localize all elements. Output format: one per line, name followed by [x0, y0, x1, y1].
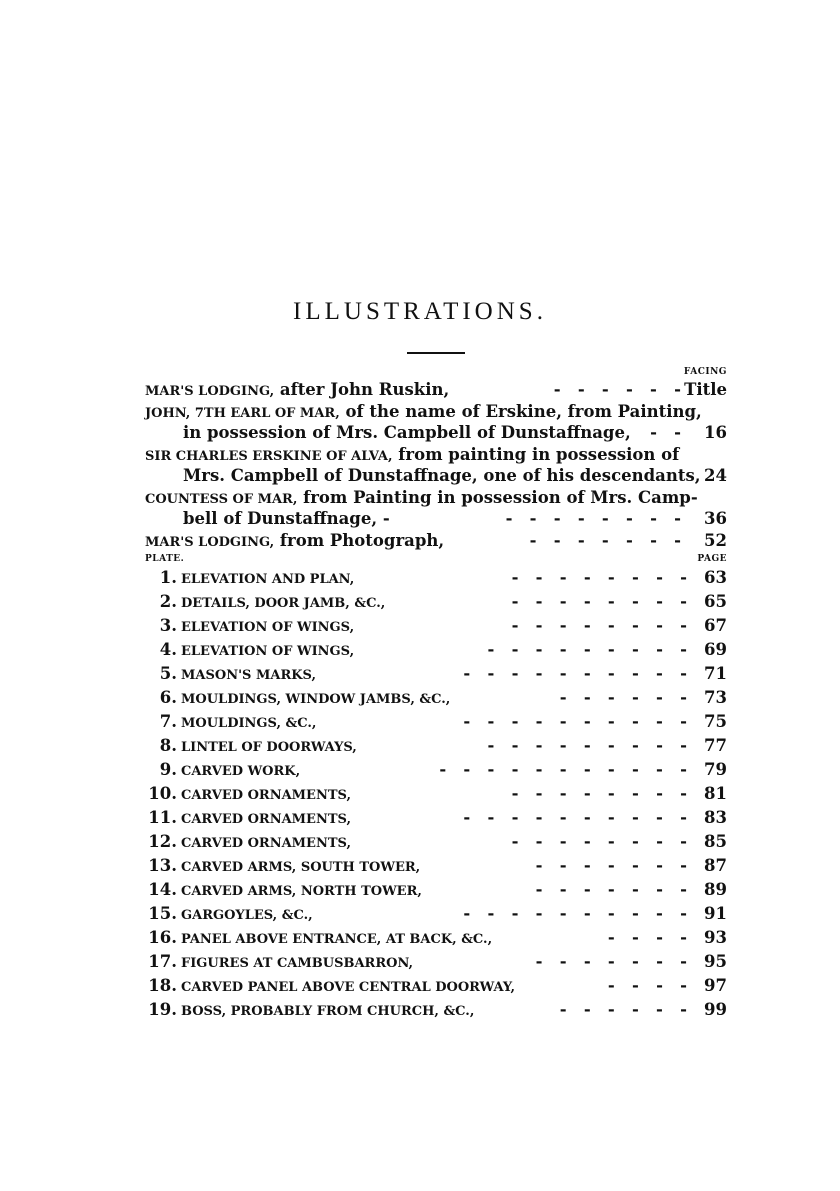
dot-leaders: - - - -	[607, 928, 687, 947]
plate-title: BOSS, PROBABLY FROM CHURCH, &C.,	[181, 1004, 475, 1019]
dot-leaders: - - - - - - - - -	[487, 640, 687, 659]
page-number: 75	[704, 712, 727, 731]
plate-number: 6.	[159, 688, 177, 707]
dot-leaders: - - - - - - - -	[511, 832, 687, 851]
page-number: 67	[704, 616, 727, 635]
plate-row	[145, 806, 727, 830]
illustrations-list	[145, 366, 727, 1022]
page-number: 77	[704, 736, 727, 755]
entry-line	[145, 530, 727, 551]
plate-number: 10.	[148, 784, 177, 803]
plate-title: CARVED ORNAMENTS,	[181, 788, 351, 803]
plate-title: MOULDINGS, &C.,	[181, 716, 317, 731]
plate-row	[145, 710, 727, 734]
plate-number: 1.	[159, 568, 177, 587]
title-rule	[407, 352, 465, 354]
page-number: 91	[704, 904, 727, 923]
plate-title: CARVED ORNAMENTS,	[181, 812, 351, 827]
dot-leaders: - - - - - - - -	[511, 616, 687, 635]
entry-line	[145, 422, 727, 443]
plate-row	[145, 686, 727, 710]
plate-number: 11.	[148, 808, 177, 827]
dot-leaders: - - - - - -	[553, 380, 681, 399]
page-number: 24	[704, 466, 727, 485]
front-matter-list	[145, 379, 727, 551]
dot-leaders: - - - - - - - - -	[487, 736, 687, 755]
dot-leaders: - - - - - - - - - -	[463, 808, 687, 827]
plate-row	[145, 998, 727, 1022]
plates-list	[145, 566, 727, 1022]
dot-leaders: - -	[650, 423, 681, 442]
page-number: 89	[704, 880, 727, 899]
plate-label: PLATE.	[145, 554, 185, 564]
page-number: 73	[704, 688, 727, 707]
front-entry	[145, 401, 727, 443]
dot-leaders: - - - - - - -	[535, 856, 687, 875]
facing-header	[145, 366, 727, 379]
dot-leaders: - - - - - - -	[535, 880, 687, 899]
plate-title: MOULDINGS, WINDOW JAMBS, &C.,	[181, 692, 451, 707]
dot-leaders: - - - - - - - -	[511, 592, 687, 611]
entry-description: from Photograph,	[274, 531, 445, 550]
entry-line	[145, 465, 727, 486]
dot-leaders: - - - - - - -	[529, 531, 681, 550]
page-number: 71	[704, 664, 727, 683]
plate-row	[145, 926, 727, 950]
plate-row	[145, 830, 727, 854]
plate-title: ELEVATION OF WINGS,	[181, 620, 355, 635]
plate-number: 8.	[159, 736, 177, 755]
plate-title: FIGURES AT CAMBUSBARRON,	[181, 956, 414, 971]
plate-row	[145, 782, 727, 806]
plate-title: CARVED WORK,	[181, 764, 301, 779]
plate-title: GARGOYLES, &C.,	[181, 908, 313, 923]
dot-leaders: - - - - - - - - - -	[463, 664, 687, 683]
plate-row	[145, 950, 727, 974]
plate-number: 7.	[159, 712, 177, 731]
page-number: 85	[704, 832, 727, 851]
entry-description: from painting in possession of	[392, 445, 680, 464]
page-number: 95	[704, 952, 727, 971]
page-number: 63	[704, 568, 727, 587]
page-number: 65	[704, 592, 727, 611]
plate-number: 9.	[159, 760, 177, 779]
plate-number: 14.	[148, 880, 177, 899]
plate-number: 17.	[148, 952, 177, 971]
plate-number: 13.	[148, 856, 177, 875]
entry-subject: MAR'S LODGING,	[145, 384, 275, 399]
entry-subject: COUNTESS OF MAR,	[145, 492, 298, 507]
page-number: 81	[704, 784, 727, 803]
front-entry	[145, 379, 727, 400]
entry-subject: MAR'S LODGING,	[145, 535, 275, 550]
plate-title: CARVED ORNAMENTS,	[181, 836, 351, 851]
front-entry	[145, 444, 727, 486]
plate-title: MASON'S MARKS,	[181, 668, 316, 683]
page-number: 93	[704, 928, 727, 947]
page-number: Title	[684, 380, 727, 399]
plate-row	[145, 662, 727, 686]
page-number: 99	[704, 1000, 727, 1019]
entry-line	[145, 508, 727, 529]
entry-line	[145, 487, 727, 508]
plate-number: 5.	[159, 664, 177, 683]
plate-title: PANEL ABOVE ENTRANCE, AT BACK, &C.,	[181, 932, 493, 947]
page-number: 16	[704, 423, 727, 442]
plate-row	[145, 758, 727, 782]
entry-description-cont: Mrs. Campbell of Dunstaffnage, one of his descendants,	[183, 466, 701, 485]
plate-row	[145, 902, 727, 926]
plate-row	[145, 638, 727, 662]
plate-title: ELEVATION OF WINGS,	[181, 644, 355, 659]
entry-description: of the name of Erskine, from Painting,	[339, 402, 702, 421]
page-label: PAGE	[697, 554, 727, 564]
entry-subject: SIR CHARLES ERSKINE OF ALVA,	[145, 449, 393, 464]
plate-row	[145, 734, 727, 758]
plate-row	[145, 974, 727, 998]
dot-leaders: - - - - - - - - - -	[463, 712, 687, 731]
page-number: 79	[704, 760, 727, 779]
entry-description: from Painting in possession of Mrs. Camp-	[297, 488, 698, 507]
plate-header	[145, 553, 727, 566]
dot-leaders: - - - - - - - -	[511, 568, 687, 587]
plate-row	[145, 566, 727, 590]
page-number: 83	[704, 808, 727, 827]
plate-number: 15.	[148, 904, 177, 923]
plate-title: LINTEL OF DOORWAYS,	[181, 740, 357, 755]
plate-row	[145, 854, 727, 878]
plate-number: 4.	[159, 640, 177, 659]
plate-number: 16.	[148, 928, 177, 947]
page-title: ILLUSTRATIONS.	[293, 298, 547, 325]
page-number: 36	[704, 509, 727, 528]
plate-row	[145, 590, 727, 614]
dot-leaders: - - - - - -	[559, 1000, 687, 1019]
plate-number: 19.	[148, 1000, 177, 1019]
plate-title: ELEVATION AND PLAN,	[181, 572, 355, 587]
dot-leaders: - - - - - - - -	[511, 784, 687, 803]
plate-title: DETAILS, DOOR JAMB, &C.,	[181, 596, 386, 611]
plate-title: CARVED PANEL ABOVE CENTRAL DOORWAY,	[181, 980, 516, 995]
entry-description-cont: in possession of Mrs. Campbell of Dunstaffnage,	[183, 423, 631, 442]
dot-leaders: - - - -	[607, 976, 687, 995]
page-number: 97	[704, 976, 727, 995]
dot-leaders: - - - - - - - -	[505, 509, 681, 528]
plate-title: CARVED ARMS, NORTH TOWER,	[181, 884, 422, 899]
plate-number: 18.	[148, 976, 177, 995]
entry-line	[145, 401, 727, 422]
plate-number: 12.	[148, 832, 177, 851]
page-number: 87	[704, 856, 727, 875]
plate-title: CARVED ARMS, SOUTH TOWER,	[181, 860, 421, 875]
entry-subject: JOHN, 7TH EARL OF MAR,	[145, 406, 340, 421]
dot-leaders: - - - - - - -	[535, 952, 687, 971]
entry-line	[145, 444, 727, 465]
plate-row	[145, 878, 727, 902]
front-entry	[145, 530, 727, 551]
front-entry	[145, 487, 727, 529]
plate-row	[145, 614, 727, 638]
plate-number: 2.	[159, 592, 177, 611]
page-number: 69	[704, 640, 727, 659]
entry-description-cont: bell of Dunstaffnage, -	[183, 509, 390, 528]
plate-number: 3.	[159, 616, 177, 635]
entry-line	[145, 379, 727, 400]
entry-description: after John Ruskin,	[274, 380, 450, 399]
dot-leaders: - - - - - - - - - -	[463, 904, 687, 923]
dot-leaders: - - - - - -	[559, 688, 687, 707]
dot-leaders: - - - - - - - - - - -	[439, 760, 687, 779]
page-number: 52	[704, 531, 727, 550]
facing-label: FACING	[683, 367, 727, 377]
